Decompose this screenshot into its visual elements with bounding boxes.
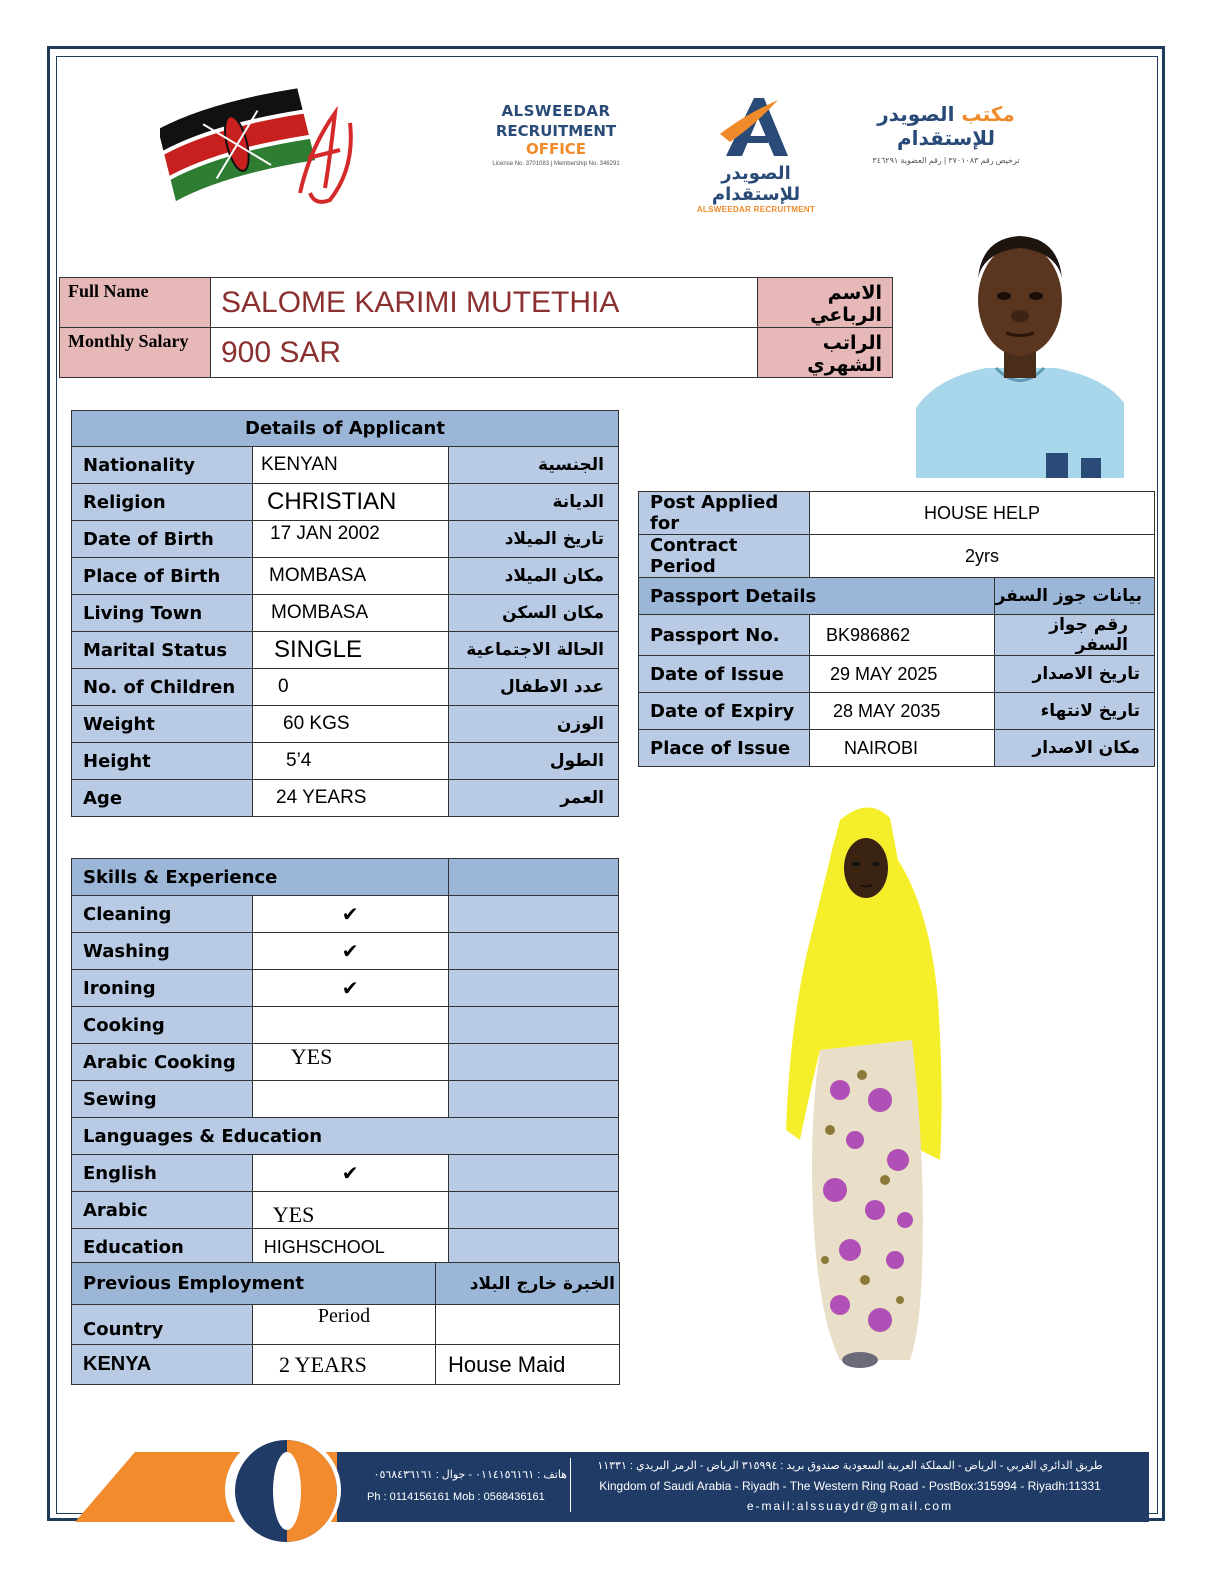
detail-label-ar: مكان الميلاد xyxy=(449,558,619,595)
language-value: HIGHSCHOOL xyxy=(252,1229,448,1266)
contract-value: 2yrs xyxy=(810,535,1155,578)
passport-title-ar: بيانات جوز السفر xyxy=(995,578,1155,615)
a-logo xyxy=(686,94,826,214)
passport-label-ar: مكان الاصدار xyxy=(995,730,1155,767)
footer-phone-en: Ph : 0114156161 Mob : 0568436161 xyxy=(367,1491,545,1503)
footer-address-en: Kingdom of Saudi Arabia - Riyadh - The Western Ring Road - PostBox:315994 - Riyadh:11331 xyxy=(599,1479,1101,1493)
post-value: HOUSE HELP xyxy=(810,492,1155,535)
detail-row xyxy=(72,521,619,558)
skill-spacer xyxy=(448,896,618,933)
office-logo xyxy=(466,102,646,167)
detail-row xyxy=(72,706,619,743)
skill-value: YES xyxy=(252,1044,448,1081)
previous-title: Previous Employment xyxy=(72,1263,436,1305)
period-column-label: Period xyxy=(253,1305,436,1345)
detail-row xyxy=(72,743,619,780)
detail-label: Marital Status xyxy=(72,632,253,669)
detail-value: SINGLE xyxy=(253,632,449,669)
skill-value xyxy=(252,1081,448,1118)
detail-row xyxy=(72,447,619,484)
office-logo-line2 xyxy=(466,122,646,158)
arabic-logo-line1 xyxy=(846,102,1046,150)
detail-value: 5’4 xyxy=(253,743,449,780)
detail-row xyxy=(72,484,619,521)
skill-row xyxy=(72,1044,619,1081)
passport-row xyxy=(639,615,1155,656)
detail-label: Place of Birth xyxy=(72,558,253,595)
skill-spacer xyxy=(448,1007,618,1044)
full-name-label-ar: الاسم الرباعي xyxy=(758,278,893,328)
passport-value: 28 MAY 2035 xyxy=(810,693,995,730)
detail-label: Religion xyxy=(72,484,253,521)
language-row xyxy=(72,1192,619,1229)
passport-title: Passport Details xyxy=(639,578,995,615)
passport-label: Date of Expiry xyxy=(639,693,810,730)
applicant-full-body-photo xyxy=(780,800,950,1370)
employment-row xyxy=(72,1345,620,1385)
skill-value: ✔ xyxy=(252,896,448,933)
detail-label: Date of Birth xyxy=(72,521,253,558)
footer-email[interactable]: e-mail:alssuaydr@gmail.com xyxy=(746,1499,954,1513)
skill-label: Sewing xyxy=(72,1081,253,1118)
detail-label-ar: العمر xyxy=(449,780,619,817)
detail-label: No. of Children xyxy=(72,669,253,706)
detail-value: MOMBASA xyxy=(253,558,449,595)
passport-label-ar: تاريخ لانتهاء xyxy=(995,693,1155,730)
skill-value: ✔ xyxy=(252,970,448,1007)
post-label: Post Applied for xyxy=(639,492,810,535)
footer xyxy=(75,1448,1151,1522)
passport-label-ar: رقم جواز السفر xyxy=(995,615,1155,656)
footer-phone-ar: هاتف : ٠١١٤١٥٦١٦١ - جوال : ٠٥٦٨٤٣٦١٦١ xyxy=(373,1469,567,1481)
skill-spacer xyxy=(448,1081,618,1118)
applicant-portrait-photo xyxy=(916,218,1124,478)
office-logo-license: License No. 3701083 | Membership No. 346291 xyxy=(492,161,620,167)
skill-spacer xyxy=(448,1044,618,1081)
footer-separator xyxy=(570,1458,571,1512)
passport-label: Place of Issue xyxy=(639,730,810,767)
detail-label-ar: الطول xyxy=(449,743,619,780)
footer-phone-block xyxy=(367,1464,567,1508)
passport-label-ar: تاريخ الاصدار xyxy=(995,656,1155,693)
passport-row xyxy=(639,730,1155,767)
skills-title-spacer xyxy=(448,859,618,896)
skill-spacer xyxy=(448,933,618,970)
language-label: Education xyxy=(72,1229,253,1266)
detail-row xyxy=(72,780,619,817)
detail-label-ar: تاريخ الميلاد xyxy=(449,521,619,558)
employment-position: House Maid xyxy=(436,1345,620,1385)
arabic-logo-line1-a: مكتب xyxy=(961,102,1015,126)
full-name-label: Full Name xyxy=(60,278,211,328)
language-row xyxy=(72,1155,619,1192)
detail-label: Living Town xyxy=(72,595,253,632)
skill-row xyxy=(72,970,619,1007)
skills-table xyxy=(71,858,619,1266)
skills-title: Skills & Experience xyxy=(72,859,449,896)
detail-value: CHRISTIAN xyxy=(253,484,449,521)
language-spacer xyxy=(448,1155,618,1192)
detail-row xyxy=(72,558,619,595)
language-label: Arabic xyxy=(72,1192,253,1229)
salary-label-ar: الراتب الشهري xyxy=(758,328,893,378)
detail-value: 17 JAN 2002 xyxy=(253,521,449,558)
language-spacer xyxy=(448,1229,618,1266)
detail-value: 0 xyxy=(253,669,449,706)
footer-address-block xyxy=(580,1456,1120,1516)
a-logo-english: ALSWEEDAR RECRUITMENT xyxy=(696,205,816,214)
skill-label: Ironing xyxy=(72,970,253,1007)
a-logo-mark-icon xyxy=(716,94,796,160)
passport-value: 29 MAY 2025 xyxy=(810,656,995,693)
language-value: ✔ xyxy=(252,1155,448,1192)
country-column-label: Country xyxy=(72,1305,253,1345)
previous-employment-table xyxy=(71,1262,620,1385)
passport-value: NAIROBI xyxy=(810,730,995,767)
skill-value xyxy=(252,1007,448,1044)
arabic-office-logo xyxy=(846,102,1046,165)
skill-row xyxy=(72,896,619,933)
detail-row xyxy=(72,632,619,669)
employment-country: KENYA xyxy=(72,1345,253,1385)
employment-period: 2 YEARS xyxy=(253,1345,436,1385)
contract-label: Contract Period xyxy=(639,535,810,578)
passport-label: Date of Issue xyxy=(639,656,810,693)
detail-row xyxy=(72,595,619,632)
detail-label: Age xyxy=(72,780,253,817)
passport-row xyxy=(639,656,1155,693)
a-logo-arabic: الصويدر للإستقدام xyxy=(711,163,801,205)
detail-label-ar: الجنسية xyxy=(449,447,619,484)
passport-value: BK986862 xyxy=(810,615,995,656)
skill-label: Arabic Cooking xyxy=(72,1044,253,1081)
post-passport-table xyxy=(638,491,1155,767)
details-title: Details of Applicant xyxy=(72,411,619,447)
skill-label: Washing xyxy=(72,933,253,970)
detail-value: 60 KGS xyxy=(253,706,449,743)
languages-title: Languages & Education xyxy=(72,1118,619,1155)
office-logo-line1: ALSWEEDAR xyxy=(501,102,611,120)
previous-title-ar: الخبرة خارج البلاد xyxy=(436,1263,620,1305)
language-row xyxy=(72,1229,619,1266)
detail-label: Nationality xyxy=(72,447,253,484)
kenya-flag-aj-logo xyxy=(160,88,370,208)
full-name-value: SALOME KARIMI MUTETHIA xyxy=(211,278,758,328)
identity-table xyxy=(59,277,893,378)
position-column-label xyxy=(436,1305,620,1345)
footer-address-ar: طريق الدائري الغربي - الرياض - المملكة العربية السعودية صندوق بريد : ٣١٥٩٩٤ الرياض - الرمز البريدي : ١١٣٣١ xyxy=(597,1460,1103,1472)
detail-value: MOMBASA xyxy=(253,595,449,632)
language-value: YES xyxy=(252,1192,448,1229)
office-logo-line2-b: OFFICE xyxy=(525,140,587,158)
language-label: English xyxy=(72,1155,253,1192)
details-table xyxy=(71,410,619,817)
salary-label: Monthly Salary xyxy=(60,328,211,378)
detail-label-ar: مكان السكن xyxy=(449,595,619,632)
skill-value: ✔ xyxy=(252,933,448,970)
detail-label-ar: الديانة xyxy=(449,484,619,521)
detail-label: Height xyxy=(72,743,253,780)
skill-row xyxy=(72,933,619,970)
language-spacer xyxy=(448,1192,618,1229)
salary-value: 900 SAR xyxy=(211,328,758,378)
skill-spacer xyxy=(448,970,618,1007)
detail-value: KENYAN xyxy=(253,447,449,484)
passport-label: Passport No. xyxy=(639,615,810,656)
detail-label-ar: عدد الاطفال xyxy=(449,669,619,706)
skill-label: Cooking xyxy=(72,1007,253,1044)
footer-circle-logo-icon xyxy=(235,1440,337,1542)
skill-row xyxy=(72,1007,619,1044)
arabic-logo-line1-b: الصويدر للإستقدام xyxy=(877,102,995,150)
skill-label: Cleaning xyxy=(72,896,253,933)
detail-value: 24 YEARS xyxy=(253,780,449,817)
passport-row xyxy=(639,693,1155,730)
detail-row xyxy=(72,669,619,706)
skill-row xyxy=(72,1081,619,1118)
arabic-logo-license: ترخيص رقم ٣٧٠١٠٨٣ | رقم العضوية ٣٤٦٢٩١ xyxy=(872,156,1020,165)
office-logo-line2-a: RECRUITMENT xyxy=(495,122,617,140)
detail-label-ar: الحالة الاجتماعية xyxy=(449,632,619,669)
detail-label-ar: الوزن xyxy=(449,706,619,743)
detail-label: Weight xyxy=(72,706,253,743)
